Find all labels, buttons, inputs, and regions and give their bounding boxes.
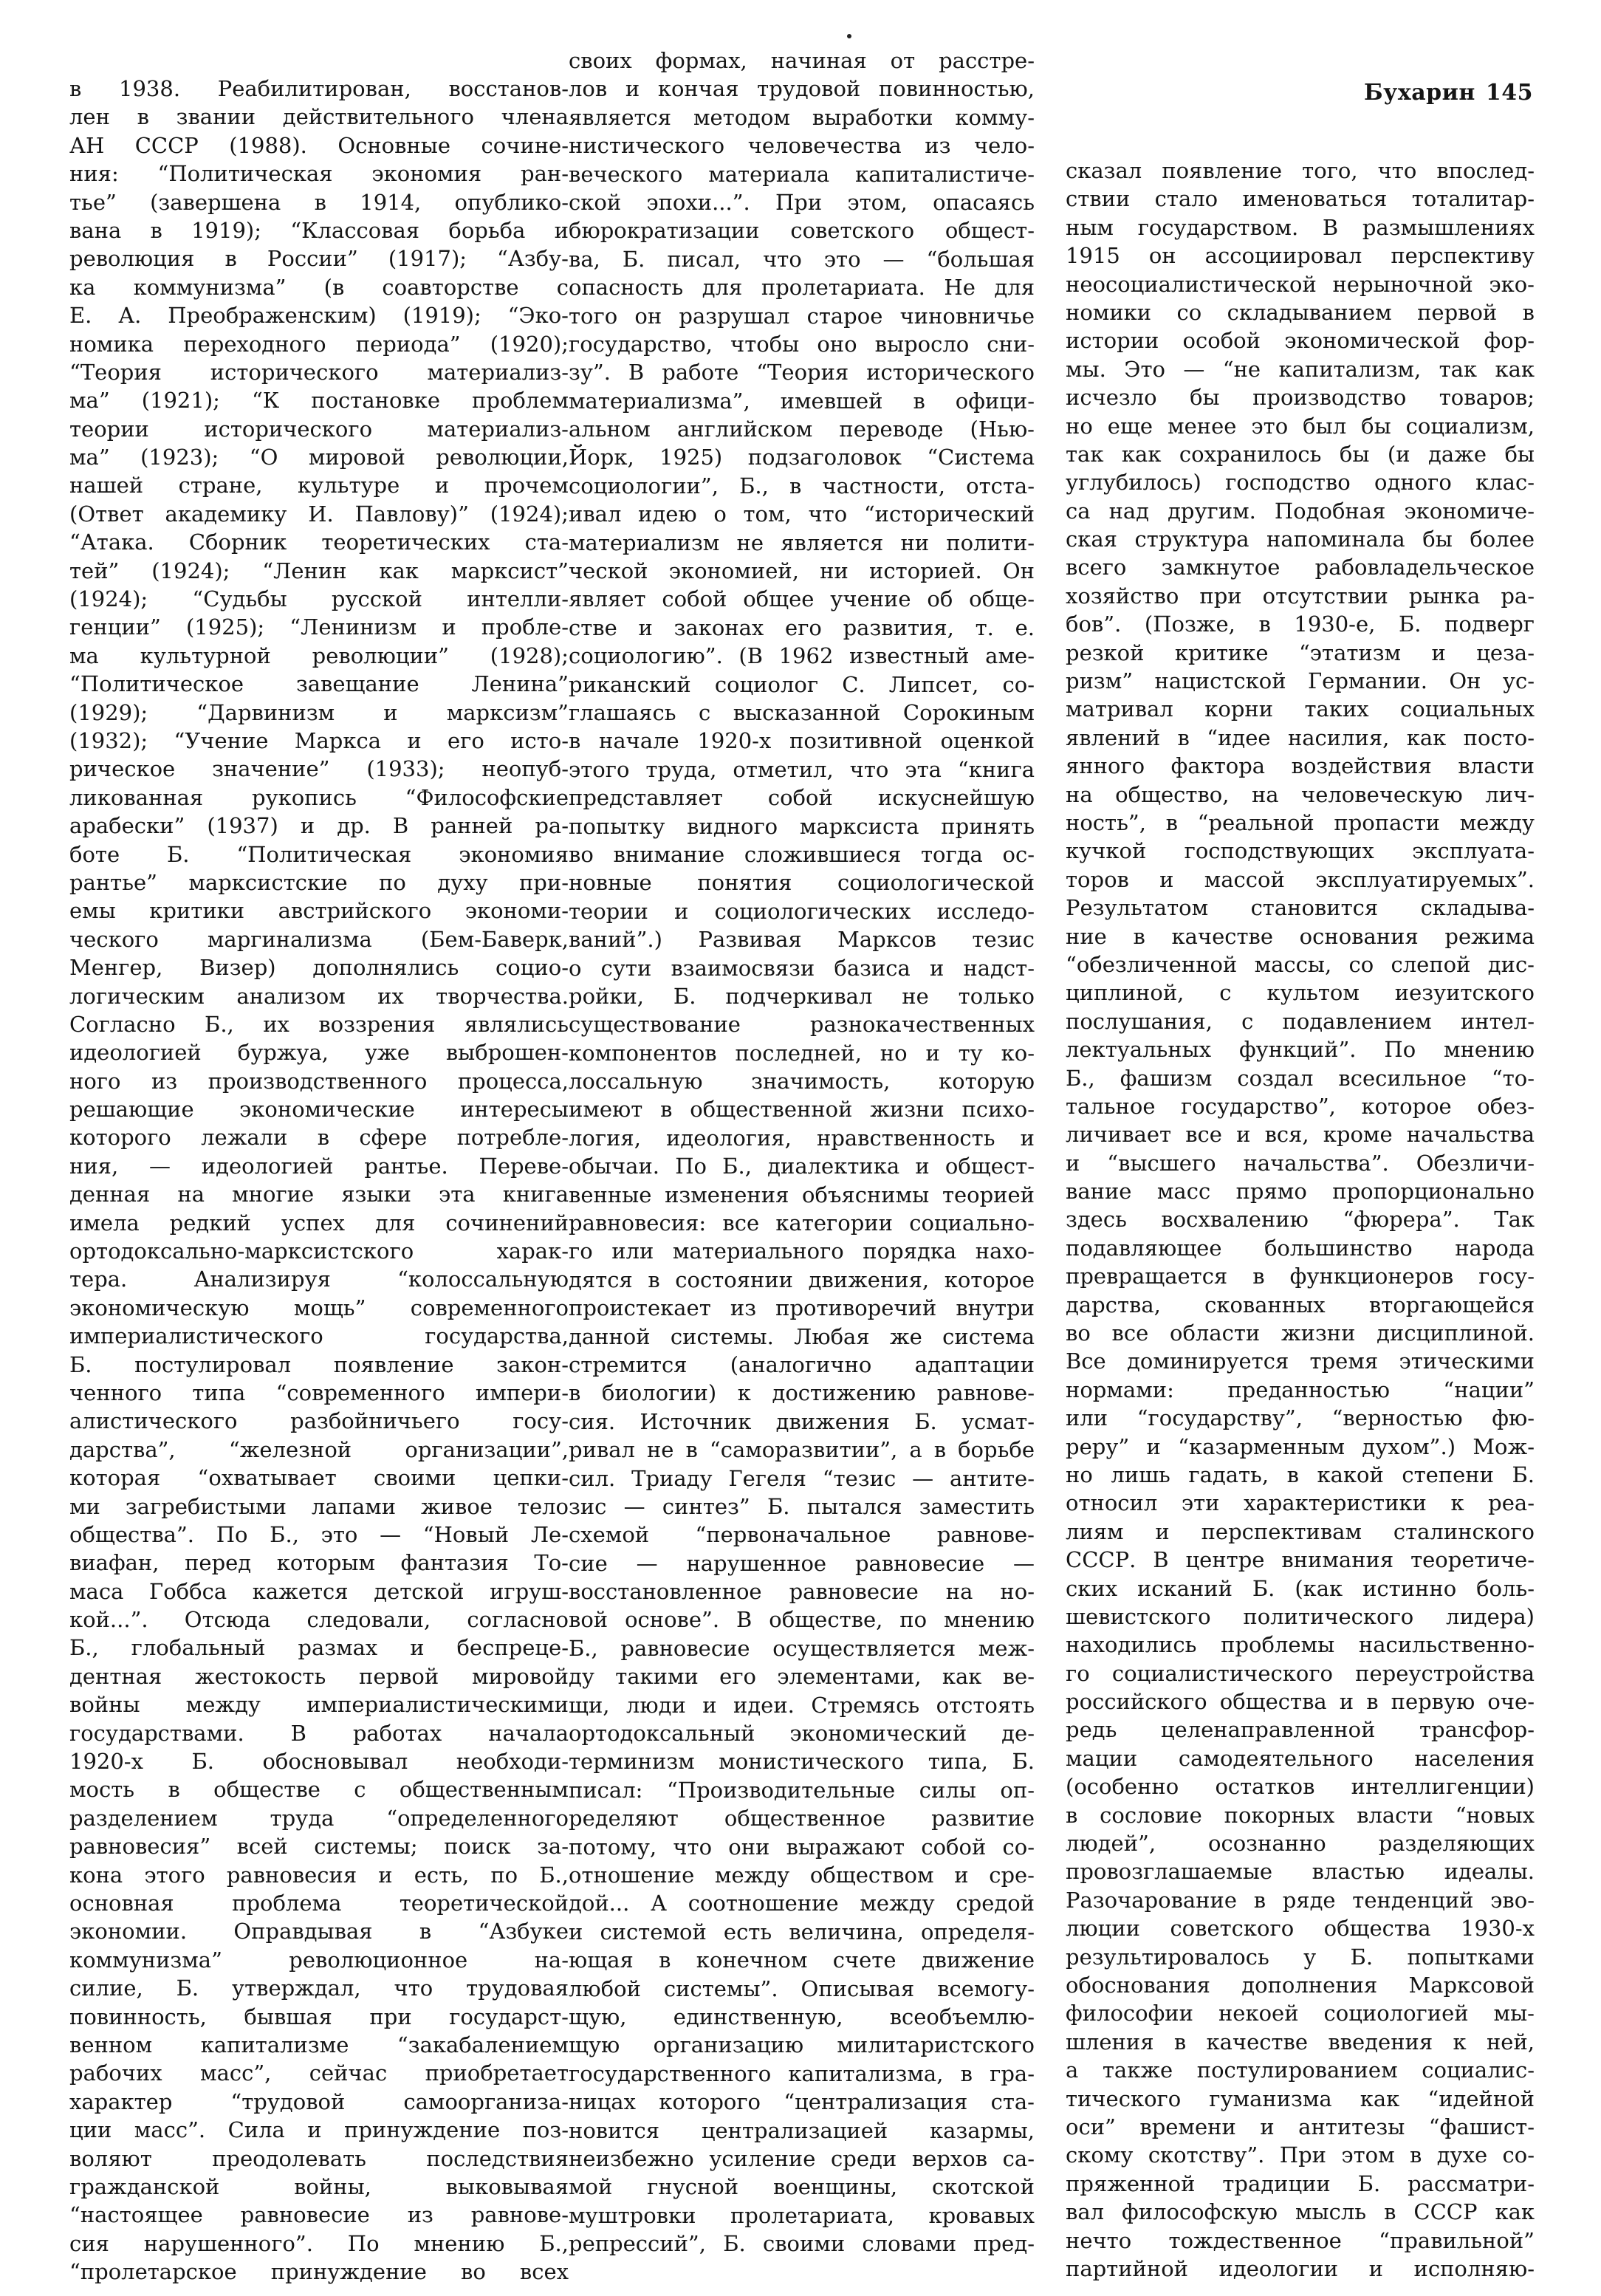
text-line: бюрократизации советского общест- [569, 218, 1035, 244]
text-line: венном капитализме “закабалением [69, 2032, 569, 2057]
text-line: лиям и перспективам сталинского [1066, 1518, 1535, 1544]
text-line: ницах которого “централизация ста- [569, 2089, 1035, 2115]
text-line: подавляющее большинство народа [1066, 1235, 1535, 1261]
text-line: ду такими его элементами, как ве- [569, 1664, 1035, 1690]
text-line: силие, Б. утверждал, что трудовая [69, 1975, 569, 2001]
text-line: маса Гоббса кажется детской игруш- [69, 1578, 569, 1604]
text-line: о сути взаимосвязи базиса и надст- [569, 955, 1035, 981]
text-line: ность”, в “реальной пропасти между [1066, 809, 1535, 835]
text-line: Б., глобальный размах и беспреце- [69, 1635, 569, 1661]
text-line: превращается в функционеров госу- [1066, 1264, 1535, 1289]
text-line: ствии стало именоваться тоталитар- [1066, 186, 1535, 212]
text-line: лов и кончая трудовой повинностью, [569, 76, 1035, 102]
text-line: сия нарушенного”. По мнению Б., [69, 2230, 569, 2256]
text-line: мации самодеятельного населения [1066, 1745, 1535, 1771]
text-line: ройки, Б. подчеркивал не только [569, 983, 1035, 1009]
text-line: “пролетарское принуждение во всех [69, 2259, 569, 2285]
text-line: потому, что они выражают собой со- [569, 1834, 1035, 1860]
text-line: является методом выработки комму- [569, 104, 1035, 130]
text-line: коммунизма” революционное на- [69, 1947, 569, 1973]
text-line: Е. А. Преображенским) (1919); “Эко- [69, 303, 569, 329]
text-line: схемой “первоначальное равнове- [569, 1522, 1035, 1548]
text-line: ние в качестве основания режима [1066, 923, 1535, 949]
text-line: Результатом становится складыва- [1066, 895, 1535, 921]
text-line: являет собой общее учение об обще- [569, 586, 1035, 612]
text-line: вой основе”. В обществе, по мнению [569, 1607, 1035, 1633]
text-line: а также постулированием социалис- [1066, 2057, 1535, 2083]
text-line: любой системы”. Описывая всемогу- [569, 1975, 1035, 2001]
text-line: реру” и “казарменным духом”.) Мож- [1066, 1433, 1535, 1459]
text-line: своих формах, начиная от расстре- [569, 48, 1035, 73]
text-line: опасность для пролетариата. Не для [569, 275, 1035, 301]
text-line: государство, чтобы оно выросло сни- [569, 331, 1035, 357]
text-line: Согласно Б., их воззрения являлись [69, 1011, 569, 1037]
text-line: нистического человечества из чело- [569, 133, 1035, 159]
text-line: терминизм монистического типа, Б. [569, 1749, 1035, 1775]
text-line: мой гнусной военщины, скотской [569, 2174, 1035, 2200]
text-line: повинность, бывшая при государст- [69, 2004, 569, 2029]
text-line: нашей стране, культуре и прочем [69, 473, 569, 498]
text-line: тье” (завершена в 1914, опублико- [69, 189, 569, 215]
text-line: ческого маргинализма (Бем-Баверк, [69, 926, 569, 952]
text-column-3 [1066, 157, 1535, 2283]
text-line: веческого материала капиталистиче- [569, 161, 1035, 187]
text-line: ческой экономией, ни историей. Он [569, 558, 1035, 584]
text-line: новится централизацией казармы, [569, 2117, 1035, 2143]
text-line: ным государством. В размышлениях [1066, 214, 1535, 240]
text-line: рантье” марксистские по духу при- [69, 869, 569, 895]
text-line: сказал появление того, что впослед- [1066, 158, 1535, 183]
text-line: алистического разбойничьего госу- [69, 1408, 569, 1434]
text-line: ортодоксально-марксистского харак- [69, 1238, 569, 1264]
text-line: идеологией буржуа, уже выброшен- [69, 1040, 569, 1066]
text-line: ортодоксальный экономический де- [569, 1721, 1035, 1747]
text-line: представляет собой искуснейшую [569, 785, 1035, 811]
text-line: Менгер, Визер) дополнялись социо- [69, 955, 569, 981]
text-line: имела редкий успех для сочинений [69, 1210, 569, 1236]
text-line: глашаясь с высказанной Сорокиным [569, 699, 1035, 725]
text-line: циплиной, с культом иезуитского [1066, 980, 1535, 1006]
text-line: разделением труда “определенного [69, 1805, 569, 1831]
text-line: виафан, перед которым фантазия То- [69, 1550, 569, 1576]
text-line: хозяйство при отсутствии рынка ра- [1066, 583, 1535, 609]
text-line: революция в России” (1917); “Азбу- [69, 246, 569, 272]
running-header-title: Бухарин [1364, 80, 1475, 106]
text-line: ская структура напоминала бы более [1066, 527, 1535, 552]
text-line: рическое значение” (1933); неопуб- [69, 756, 569, 782]
text-line: обычаи. По Б., диалектика и общест- [569, 1154, 1035, 1179]
text-line: ма культурной революции” (1928); [69, 642, 569, 668]
text-line: (Ответ академику И. Павлову)” (1924); [69, 501, 569, 527]
text-line: репрессий”, Б. своими словами пред- [569, 2231, 1035, 2257]
text-line: оси” времени и антитезы “фашист- [1066, 2114, 1535, 2139]
text-line: ривал не в “саморазвитии”, а в борьбе [569, 1437, 1035, 1463]
text-line: матривал корни таких социальных [1066, 696, 1535, 722]
text-line: экономии. Оправдывая в “Азбуке [69, 1919, 569, 1944]
text-line: лен в звании действительного члена [69, 104, 569, 130]
text-line: дятся в состоянии движения, которое [569, 1267, 1035, 1292]
text-line: кой...”. Отсюда следовали, согласно [69, 1607, 569, 1633]
text-line: относил эти характеристики к реа- [1066, 1490, 1535, 1516]
text-line: янного фактора воздействия власти [1066, 753, 1535, 779]
text-line: Б., равновесие осуществляется меж- [569, 1635, 1035, 1661]
text-line: (1932); “Учение Маркса и его исто- [69, 727, 569, 753]
text-line: люции советского общества 1930-х [1066, 1916, 1535, 1942]
text-line: которая “охватывает своими цепки- [69, 1465, 569, 1491]
text-line: писал: “Производительные силы оп- [569, 1777, 1035, 1803]
text-line: решающие экономические интересы [69, 1097, 569, 1123]
text-line: (особенно остатков интеллигенции) [1066, 1774, 1535, 1800]
text-line: российского общества и в первую оче- [1066, 1689, 1535, 1715]
text-line: неосоциалистической нерыночной эко- [1066, 271, 1535, 297]
text-line: результировалось у Б. попытками [1066, 1944, 1535, 1970]
text-line: СССР. В центре внимания теоретиче- [1066, 1547, 1535, 1573]
text-line: всего замкнутое рабовладельческое [1066, 555, 1535, 580]
text-line: общества”. По Б., это — “Новый Ле- [69, 1521, 569, 1547]
text-line: восстановленное равновесие на но- [569, 1579, 1035, 1605]
text-line: сие — нарушенное равновесие — [569, 1550, 1035, 1576]
page-dot [847, 34, 851, 38]
text-line: тического гуманизма как “идейной [1066, 2086, 1535, 2111]
text-line: государственного капитализма, в гра- [569, 2060, 1035, 2086]
text-line: боте Б. “Политическая экономия [69, 841, 569, 867]
text-line: логия, идеология, нравственность и [569, 1125, 1035, 1151]
text-line: ских исканий Б. (как истинно боль- [1066, 1575, 1535, 1601]
text-line: дой... А соотношение между средой [569, 1891, 1035, 1916]
text-line: емы критики австрийского экономи- [69, 898, 569, 924]
text-column-1 [69, 75, 569, 2286]
text-line: вана в 1919); “Классовая борьба и [69, 217, 569, 243]
text-line: муштровки пролетариата, кровавых [569, 2202, 1035, 2228]
text-line: Разочарование в ряде тенденций эво- [1066, 1887, 1535, 1913]
text-line: ющая в конечном счете движение [569, 1947, 1035, 1973]
text-line: венные изменения объяснимы теорией [569, 1182, 1035, 1207]
text-line: номика переходного периода” (1920); [69, 331, 569, 357]
text-line: резкой критике “этатизм и цеза- [1066, 640, 1535, 665]
text-line: теории и социологических исследо- [569, 898, 1035, 924]
text-line: в сословие покорных власти “новых [1066, 1802, 1535, 1828]
text-line: ризм” нацистской Германии. Он ус- [1066, 668, 1535, 694]
text-line: Йорк, 1925) подзаголовок “Система [569, 445, 1035, 470]
text-line: щую организацию милитаристского [569, 2032, 1035, 2058]
text-line: (1929); “Дарвинизм и марксизм” [69, 699, 569, 725]
text-line: людей”, осознанно разделяющих [1066, 1831, 1535, 1857]
text-line: ченного типа “современного импери- [69, 1380, 569, 1405]
text-line: данной системы. Любая же система [569, 1323, 1035, 1349]
text-line: этого труда, отметил, что эта “книга [569, 756, 1035, 782]
text-line: (1924); “Судьбы русской интелли- [69, 586, 569, 612]
text-line: государствами. В работах начала [69, 1720, 569, 1746]
text-line: но лишь гадать, в какой степени Б. [1066, 1461, 1535, 1487]
text-line: гражданской войны, выковывая [69, 2173, 569, 2199]
text-line: щи, люди и идеи. Стремясь отстоять [569, 1692, 1035, 1718]
text-line: и системой есть величина, определя- [569, 1919, 1035, 1944]
text-line: новные понятия социологической [569, 870, 1035, 896]
page-number: 145 [1485, 80, 1533, 106]
text-line: зис — синтез” Б. пытался заместить [569, 1493, 1035, 1519]
text-line: торов и массой эксплуатируемых”. [1066, 866, 1535, 892]
text-line: характер “трудовой самоорганиза- [69, 2088, 569, 2114]
text-line: ва, Б. писал, что это — “большая [569, 246, 1035, 272]
text-line: находились проблемы насильственно- [1066, 1632, 1535, 1658]
text-line: “Теория исторического материализ- [69, 359, 569, 385]
text-line: того он разрушал старое чиновничье [569, 303, 1035, 329]
text-line: социологии”, Б., в частности, отста- [569, 473, 1035, 498]
text-line: материализма”, имевшей в офици- [569, 388, 1035, 414]
text-line: риканский социолог С. Липсет, со- [569, 671, 1035, 697]
text-line: материализм не является ни полити- [569, 530, 1035, 555]
text-line: денная на многие языки эта книга [69, 1182, 569, 1207]
text-line: ного из производственного процесса, [69, 1068, 569, 1094]
text-line: щую, единственную, всеобъемлю- [569, 2004, 1035, 2029]
text-line: стве и законах его развития, т. е. [569, 614, 1035, 640]
text-line: личивает все и вся, кроме начальства [1066, 1122, 1535, 1148]
text-line: во внимание сложившиеся тогда ос- [569, 841, 1035, 867]
text-line: компонентов последней, но и ту ко- [569, 1040, 1035, 1066]
text-line: Б. постулировал появление закон- [69, 1351, 569, 1377]
text-line: в биологии) к достижению равнове- [569, 1380, 1035, 1406]
text-line: философии некоей социологией мы- [1066, 2001, 1535, 2026]
text-line: проистекает из противоречий внутри [569, 1295, 1035, 1321]
text-line: лектуальных функций”. По мнению [1066, 1037, 1535, 1063]
text-column-2 [569, 47, 1035, 2258]
text-line: послушания, с подавлением интел- [1066, 1008, 1535, 1034]
text-line: ния: “Политическая экономия ран- [69, 161, 569, 187]
text-line: партийной идеологии и исполняю- [1066, 2255, 1535, 2281]
text-line: но еще менее это был бы социализм, [1066, 413, 1535, 439]
text-line: “Политическое завещание Ленина” [69, 671, 569, 697]
text-line: пряженной традиции Б. рассматри- [1066, 2170, 1535, 2196]
text-line: неизбежно усиление среди верхов са- [569, 2145, 1035, 2171]
text-line: го или материального порядка нахо- [569, 1238, 1035, 1264]
text-line: 1915 он ассоциировал перспективу [1066, 243, 1535, 269]
text-line: равновесия” всей системы; поиск за- [69, 1834, 569, 1860]
text-line: нормами: преданностью “нации” [1066, 1377, 1535, 1402]
text-line: са над другим. Подобная экономиче- [1066, 498, 1535, 524]
text-line: и “высшего начальства”. Обезличи- [1066, 1150, 1535, 1176]
text-line: ции масс”. Сила и принуждение поз- [69, 2117, 569, 2143]
text-line: воляют преодолевать последствия [69, 2145, 569, 2171]
text-line: рабочих масс”, сейчас приобретает [69, 2060, 569, 2086]
text-line: на общество, на человеческую лич- [1066, 781, 1535, 807]
text-line: номики со складыванием первой в [1066, 299, 1535, 325]
text-line: имеют в общественной жизни психо- [569, 1097, 1035, 1123]
text-line: войны между империалистическими [69, 1692, 569, 1718]
text-line: дарства, скованных вторгающейся [1066, 1292, 1535, 1317]
text-line: ликованная рукопись “Философские [69, 784, 569, 810]
text-line: стремится (аналогично адаптации [569, 1351, 1035, 1377]
text-line: основная проблема теоретической [69, 1891, 569, 1916]
text-line: в начале 1920-х позитивной оценкой [569, 728, 1035, 754]
text-line: истории особой экономической фор- [1066, 328, 1535, 354]
text-line: 1920-х Б. обосновывал необходи- [69, 1749, 569, 1775]
text-line: вал философскую мысль в СССР как [1066, 2199, 1535, 2225]
running-header [1364, 80, 1533, 106]
text-line: или “государству”, “верностью фю- [1066, 1405, 1535, 1431]
text-line: ской эпохи...”. При этом, опасаясь [569, 189, 1035, 215]
text-line: сил. Триаду Гегеля “тезис — антите- [569, 1465, 1035, 1491]
text-line: ма” (1923); “О мировой революции, [69, 445, 569, 470]
text-line: углубилось) господство одного клас- [1066, 470, 1535, 496]
text-line: мость в обществе с общественным [69, 1777, 569, 1803]
text-line: тальное государство”, которое обез- [1066, 1093, 1535, 1119]
text-line: вание масс прямо пропорционально [1066, 1179, 1535, 1204]
text-line: ка коммунизма” (в соавторстве с [69, 274, 569, 300]
text-line: лоссальную значимость, которую [569, 1069, 1035, 1094]
text-line: “настоящее равновесие из равнове- [69, 2202, 569, 2228]
text-line: так как сохранилось бы (и даже бы [1066, 441, 1535, 467]
text-line: ния, — идеологией рантье. Переве- [69, 1153, 569, 1179]
text-line: альном английском переводе (Нью- [569, 417, 1035, 442]
text-line: Б., фашизм создал всесильное “то- [1066, 1065, 1535, 1091]
text-line: ивал идею о том, что “исторический [569, 501, 1035, 527]
text-line: теории исторического материализ- [69, 416, 569, 442]
text-line: явлений в “идее насилия, как посто- [1066, 724, 1535, 750]
text-line: кона этого равновесия и есть, по Б., [69, 1862, 569, 1888]
text-line: социологию”. (В 1962 известный аме- [569, 643, 1035, 669]
text-line: “обезличенной массы, со слепой дис- [1066, 951, 1535, 977]
text-line: дарства”, “железной организации”, [69, 1436, 569, 1462]
text-line: “Атака. Сборник теоретических ста- [69, 530, 569, 555]
text-line: попытку видного марксиста принять [569, 813, 1035, 839]
text-line: генции” (1925); “Ленинизм и пробле- [69, 614, 569, 640]
text-line: здесь восхвалению “фюрера”. Так [1066, 1207, 1535, 1233]
text-line: мы. Это — “не капитализм, так как [1066, 356, 1535, 382]
text-line: шевистского политического лидера) [1066, 1603, 1535, 1629]
text-line: обоснования дополнения Марксовой [1066, 1973, 1535, 1998]
text-line: которого лежали в сфере потребле- [69, 1125, 569, 1151]
text-line: логическим анализом их творчества. [69, 983, 569, 1009]
text-line: экономическую мощь” современного [69, 1295, 569, 1320]
text-line: ми загребистыми лапами живое тело [69, 1493, 569, 1519]
text-line: зу”. В работе “Теория исторического [569, 360, 1035, 385]
text-line: Все доминируется тремя этическими [1066, 1349, 1535, 1374]
text-line: нечто тождественное “правильной” [1066, 2227, 1535, 2253]
text-line: кучкой господствующих эксплуата- [1066, 838, 1535, 864]
text-line: равновесия: все категории социально- [569, 1210, 1035, 1236]
text-line: тера. Анализируя “колоссальную [69, 1267, 569, 1292]
text-line: шления в качестве введения к ней, [1066, 2029, 1535, 2055]
text-line: во все области жизни дисциплиной. [1066, 1320, 1535, 1346]
text-line: сия. Источник движения Б. усмат- [569, 1408, 1035, 1434]
text-line: редь целенаправленной трансфор- [1066, 1717, 1535, 1743]
text-line: исчезло бы производство товаров; [1066, 385, 1535, 411]
text-line: дентная жестокость первой мировой [69, 1663, 569, 1689]
text-line: отношение между обществом и сре- [569, 1862, 1035, 1888]
text-line: тей” (1924); “Ленин как марксист” [69, 558, 569, 583]
text-line: ваний”.) Развивая Марксов тезис [569, 927, 1035, 953]
text-line: империалистического государства, [69, 1323, 569, 1349]
text-line: в 1938. Реабилитирован, восстанов- [69, 76, 569, 101]
text-line: существование разнокачественных [569, 1012, 1035, 1038]
text-line: арабески” (1937) и др. В ранней ра- [69, 813, 569, 839]
text-line: ма” (1921); “К постановке проблем [69, 388, 569, 414]
text-line: АН СССР (1988). Основные сочине- [69, 132, 569, 158]
text-line: ределяют общественное развитие [569, 1806, 1035, 1831]
text-line: провозглашаемые властью идеалы. [1066, 1859, 1535, 1885]
text-line: бов”. (Позже, в 1930-е, Б. подверг [1066, 611, 1535, 637]
text-line: скому скотству”. При этом в духе со- [1066, 2142, 1535, 2168]
text-line: го социалистического переустройства [1066, 1660, 1535, 1686]
